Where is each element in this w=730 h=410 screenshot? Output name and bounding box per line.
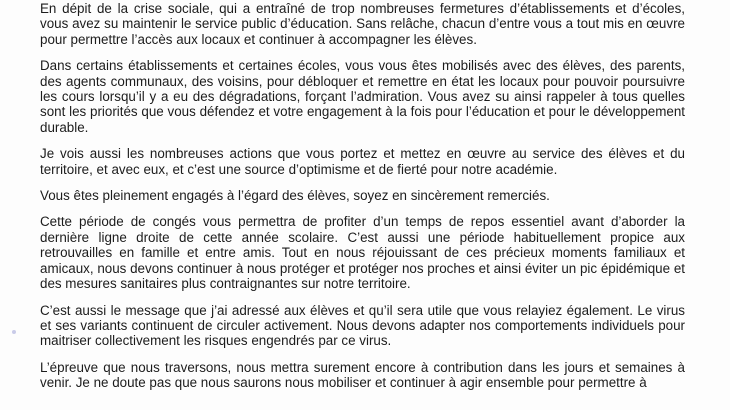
letter-body [40,1,685,402]
paragraph-crisis: En dépit de la crise sociale, qui a entraîné de trop nombreuses fermetures d’établissements et d’écoles, vous avez su maintenir le service public d’éducation. Sans relâche, chacun d’entre vous a tout mis en œuvre pour permettre l’accès aux locaux et continuer à accompagner les élèves. [40,1,685,47]
paragraph-thanks: Vous êtes pleinement engagés à l’égard des élèves, soyez en sincèrement remerciés. [40,188,550,204]
paragraph-ordeal: L’épreuve que nous traversons, nous mettra surement encore à contribution dans les jours et semaines à venir. Je ne doute pas que nous saurons nous mobiliser et continuer à agir ensemble pour permettre à [40,359,685,391]
paragraph-message: C’est aussi le message que j’ai adressé aux élèves et qu’il sera utile que vous relayiez également. Le virus et ses variants continuent de circuler activement. Nous devons adapter nos comportements individuels pour maitriser collectivement les risques engendrés par ce virus. [40,302,685,349]
scan-speck [12,330,16,334]
paragraph-actions: Je vois aussi les nombreuses actions que vous portez et mettez en œuvre au service des élèves et du territoire, et avec eux, et c’est une source d’optimisme et de fierté pour notre académie. [40,146,685,177]
paragraph-holidays: Cette période de congés vous permettra de profiter d’un temps de repos essentiel avant d’aborder la dernière ligne droite de cette année scolaire. C’est aussi une période habituellement propice aux retrouvailles en famille et entre amis. Tout en nous réjouissant de ces précieux moments familiaux et amicaux, nous devons continuer à nous protéger et protéger nos proches et ainsi éviter un pic épidémique et des mesures sanitaires plus contraignantes sur notre territoire. [40,214,685,292]
paragraph-mobilisation: Dans certains établissements et certaines écoles, vous vous êtes mobilisés avec des élèves, des parents, des agents communaux, des voisins, pour débloquer et remettre en état les locaux pour pouvoir poursuivre les cours lorsqu’il y a eu des dégradations, forçant l’admiration. Vous avez su ainsi rappeler à tous quelles sont les priorités que vous défendez et votre engagement à la fois pour l’éducation et pour le développement durable. [40,58,685,135]
